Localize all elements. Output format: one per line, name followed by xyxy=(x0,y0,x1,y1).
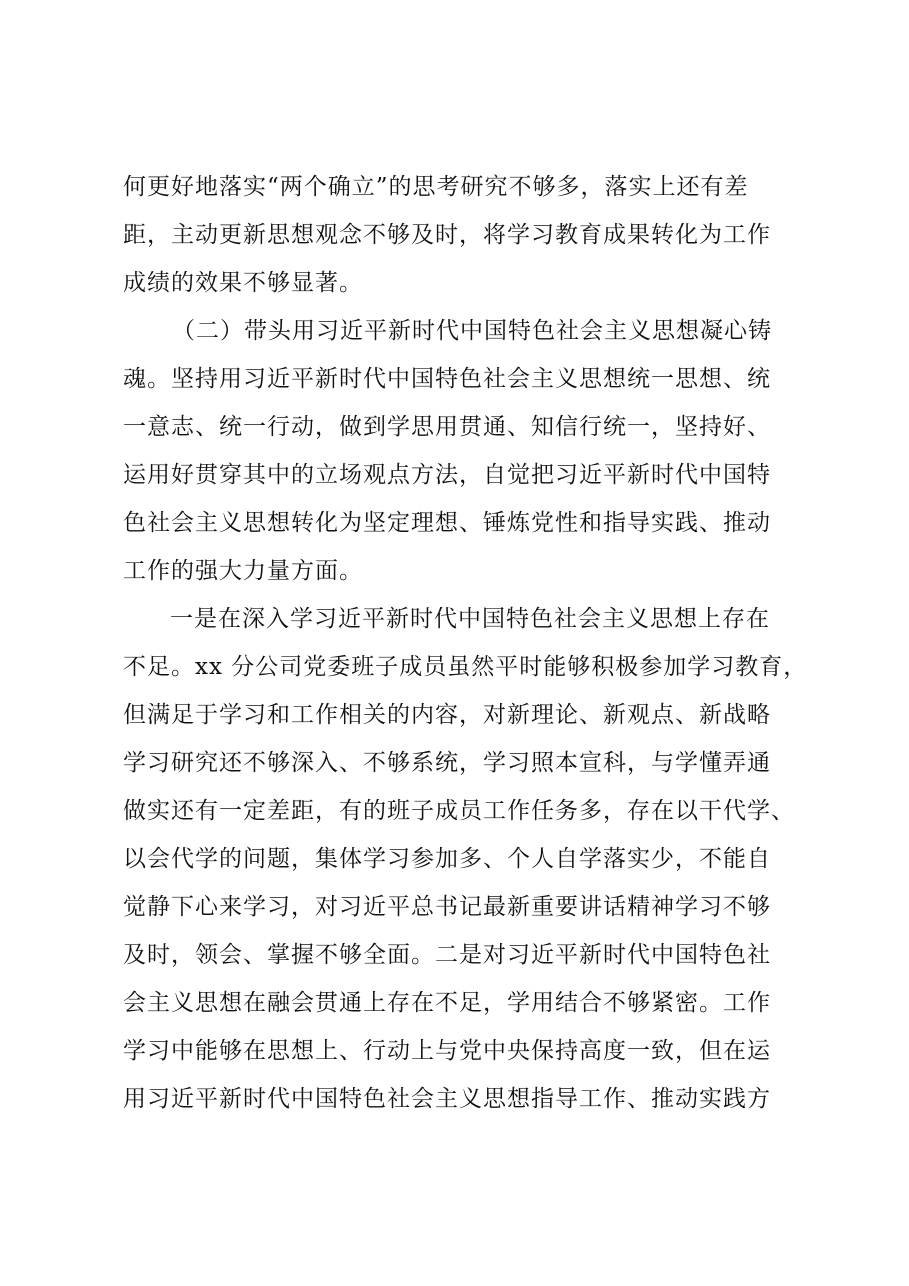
paragraph-line: 学习研究还不够深入、不够系统，学习照本宣科，与学懂弄通 xyxy=(123,750,771,776)
paragraph-line: 成绩的效果不够显著。 xyxy=(123,270,363,296)
paragraph-line: 做实还有一定差距，有的班子成员工作任务多，存在以干代学、 xyxy=(123,798,795,824)
paragraph-line: 以会代学的问题，集体学习参加多、个人自学落实少，不能自 xyxy=(123,846,771,872)
paragraph-line: 及时，领会、掌握不够全面。二是对习近平新时代中国特色社 xyxy=(123,942,771,968)
paragraph-line: 距，主动更新思想观念不够及时，将学习教育成果转化为工作 xyxy=(123,222,771,248)
paragraph-line: 学习中能够在思想上、行动上与党中央保持高度一致，但在运 xyxy=(123,1038,771,1064)
paragraph-line: （二）带头用习近平新时代中国特色社会主义思想凝心铸 xyxy=(172,318,772,344)
paragraph-line: 会主义思想在融会贯通上存在不足，学用结合不够紧密。工作 xyxy=(123,990,771,1016)
paragraph-line: 不足。xx 分公司党委班子成员虽然平时能够积极参加学习教育， xyxy=(123,654,808,680)
paragraph-line: 色社会主义思想转化为坚定理想、锤炼党性和指导实践、推动 xyxy=(123,510,771,536)
paragraph-3 xyxy=(123,595,823,1123)
paragraph-line: 工作的强大力量方面。 xyxy=(123,558,363,584)
paragraph-line: 用习近平新时代中国特色社会主义思想指导工作、推动实践方 xyxy=(123,1086,771,1112)
paragraph-line: 觉静下心来学习，对习近平总书记最新重要讲话精神学习不够 xyxy=(123,894,771,920)
paragraph-2 xyxy=(123,307,823,595)
paragraph-line: 魂。坚持用习近平新时代中国特色社会主义思想统一思想、统 xyxy=(123,366,771,392)
paragraph-line: 一意志、统一行动，做到学思用贯通、知信行统一，坚持好、 xyxy=(123,414,771,440)
paragraph-line: 何更好地落实“两个确立”的思考研究不够多，落实上还有差 xyxy=(123,174,749,200)
document-body xyxy=(123,163,823,1123)
paragraph-line: 一是在深入学习近平新时代中国特色社会主义思想上存在 xyxy=(170,606,770,632)
paragraph-1 xyxy=(123,163,823,307)
paragraph-line: 但满足于学习和工作相关的内容，对新理论、新观点、新战略 xyxy=(123,702,771,728)
paragraph-line: 运用好贯穿其中的立场观点方法，自觉把习近平新时代中国特 xyxy=(123,462,771,488)
